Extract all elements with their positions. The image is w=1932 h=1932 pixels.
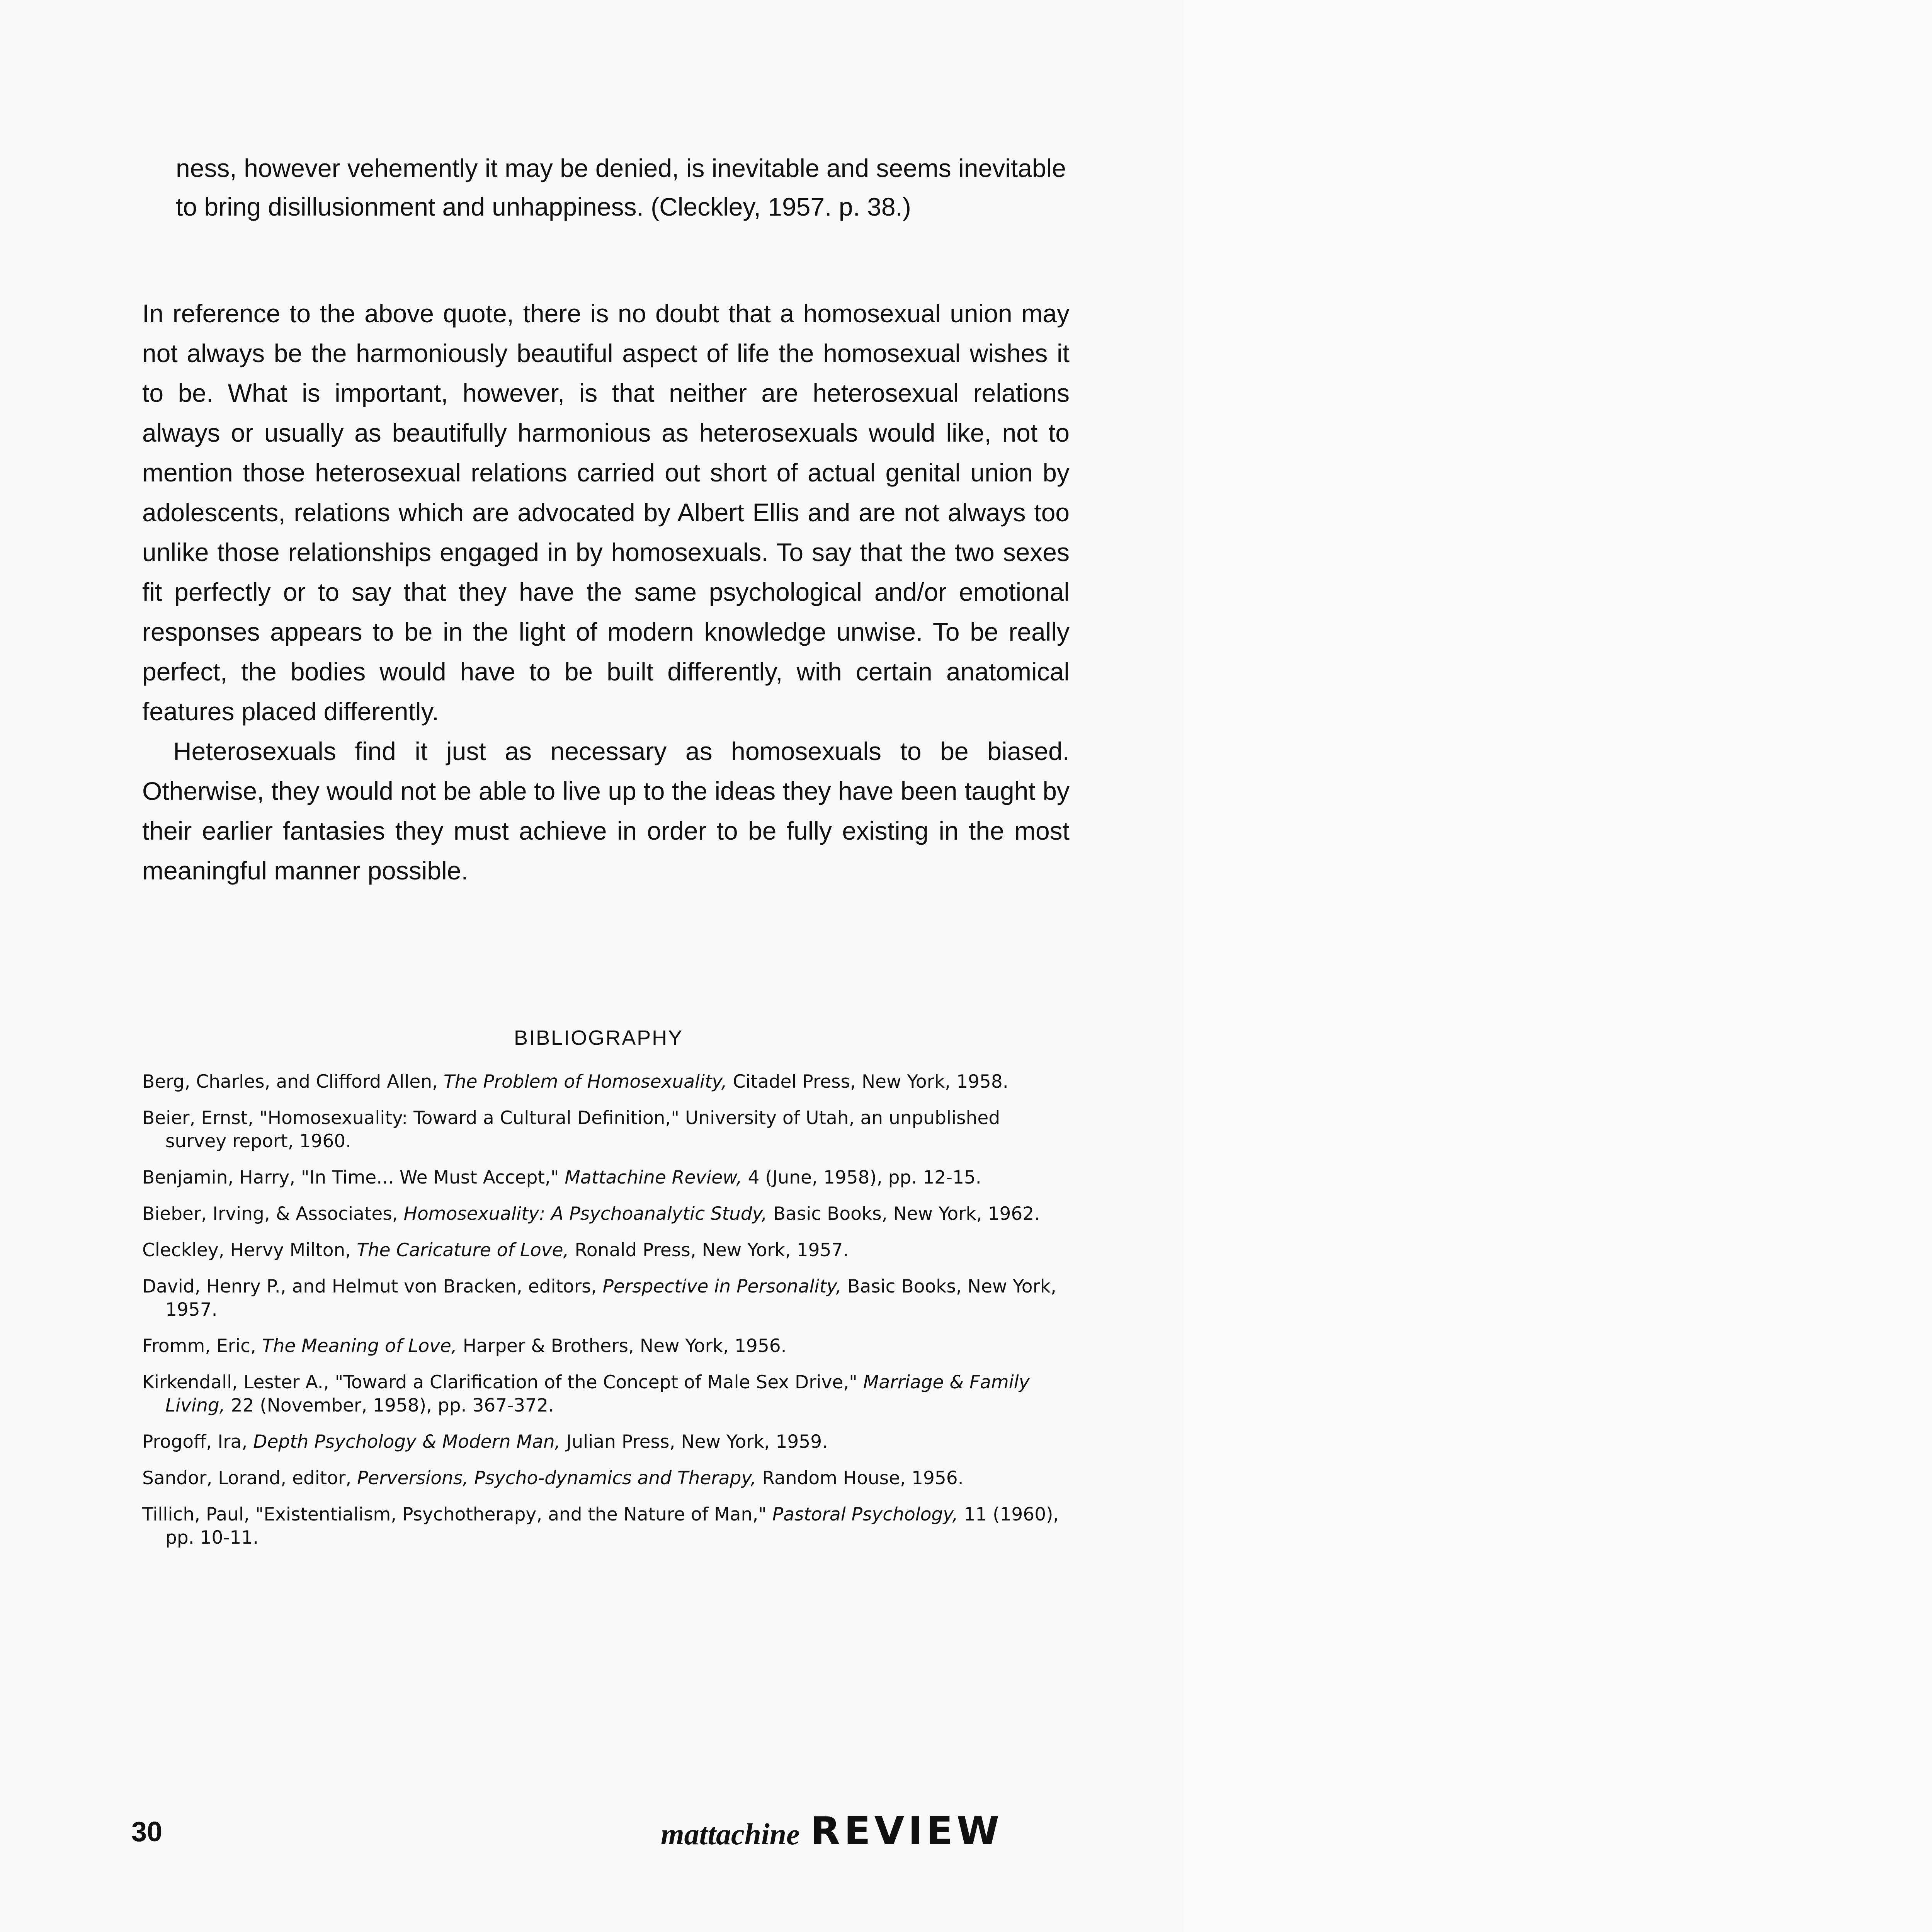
bibliography-entry [142,1371,1062,1417]
entry-title: Perspective in Personality, [602,1276,842,1297]
entry-text: 11 (1960), pp. 10-11. [165,1504,1059,1548]
entry-title: Mattachine Review, [565,1167,742,1188]
entry-title: Homosexuality: A Psychoanalytic Study, [403,1203,767,1225]
entry-text: Random House, 1956. [756,1468,964,1489]
bibliography-entry [142,1107,1062,1153]
entry-title: The Caricature of Love, [357,1240,569,1261]
bibliography-entry [142,1467,1062,1490]
entry-text: David, Henry P., and Helmut von Bracken, editors, [142,1276,603,1297]
bibliography-list [142,1070,1062,1563]
entry-text: Citadel Press, New York, 1958. [727,1071,1009,1092]
bibliography-entry [142,1070,1062,1094]
entry-text: Julian Press, New York, 1959. [560,1431,828,1452]
entry-text: Harper & Brothers, New York, 1956. [457,1335,787,1357]
paragraph: In reference to the above quote, there is no doubt that a homosexual union may not always be the harmoniously beautiful aspect of life the homosexual wishes it to be. What is important, however, is that neither are heterosexual relations always or usually as beautifully harmonious as heterosexuals would like, not to mention those heterosexual relations carried out short of actual genital union by adolescents, relations which are advocated by Albert Ellis and are not always too unlike those relationships engaged in by homosexuals. To say that the two sexes fit perfectly or to say that they have the same psychological and/or emotional responses appears to be in the light of modern knowledge unwise. To be really perfect, the bodies would have to be built differently, with certain anatomical features placed differently. [142,299,1070,726]
magazine-script-name: mattachine [661,1817,800,1851]
entry-text: Cleckley, Hervy Milton, [142,1240,357,1261]
bibliography-entry [142,1335,1062,1358]
entry-title: The Problem of Homosexuality, [444,1071,727,1092]
entry-text: Fromm, Eric, [142,1335,262,1357]
entry-title: Depth Psychology & Modern Man, [253,1431,561,1452]
entry-title: Perversions, Psycho-dynamics and Therapy, [357,1468,757,1489]
entry-text: Basic Books, New York, 1957. [165,1276,1056,1320]
bibliography-entry [142,1166,1062,1189]
bibliography-heading: BIBLIOGRAPHY [514,1026,684,1049]
entry-title: Marriage & Family Living, [165,1372,1030,1416]
right-page [1184,0,1932,1932]
entry-text: Benjamin, Harry, "In Time... We Must Accept," [142,1167,565,1188]
bibliography-entry [142,1275,1062,1321]
entry-title: Pastoral Psychology, [772,1504,958,1525]
page-number-left: 30 [131,1816,163,1847]
magazine-bold-name: REVIEW [810,1808,1003,1854]
entry-text: Bieber, Irving, & Associates, [142,1203,404,1225]
left-body-text [142,294,1070,891]
entry-text: Basic Books, New York, 1962. [767,1203,1040,1225]
entry-text: Berg, Charles, and Clifford Allen, [142,1071,444,1092]
entry-text: Ronald Press, New York, 1957. [569,1240,849,1261]
bibliography-entry [142,1430,1062,1454]
paragraph: Heterosexuals find it just as necessary as homosexuals to be biased. Otherwise, they would not be able to live up to the ideas they have been taught by their earlier fantasies they must achieve in order to be fully existing in the most meaningful manner possible. [142,737,1070,885]
magazine-footer [661,1808,1003,1854]
bibliography-entry [142,1202,1062,1226]
entry-text: Progoff, Ira, [142,1431,253,1452]
entry-text: 4 (June, 1958), pp. 12-15. [742,1167,981,1188]
entry-text: Kirkendall, Lester A., "Toward a Clarification of the Concept of Male Sex Drive," [142,1372,863,1393]
entry-text: Beier, Ernst, "Homosexuality: Toward a Cultural Definition," University of Utah, an unpublished survey report, 1960. [142,1107,1000,1152]
block-quote: ness, however vehemently it may be denied, is inevitable and seems inevitable to bring disillusionment and unhappiness. (Cleckley, 1957. p. 38.) [176,154,1066,221]
entry-text: Sandor, Lorand, editor, [142,1468,357,1489]
bibliography-entry [142,1503,1062,1549]
bibliography-entry [142,1239,1062,1262]
entry-title: The Meaning of Love, [262,1335,457,1357]
entry-text: 22 (November, 1958), pp. 367-372. [225,1395,554,1416]
entry-text: Tillich, Paul, "Existentialism, Psychotherapy, and the Nature of Man," [142,1504,772,1525]
